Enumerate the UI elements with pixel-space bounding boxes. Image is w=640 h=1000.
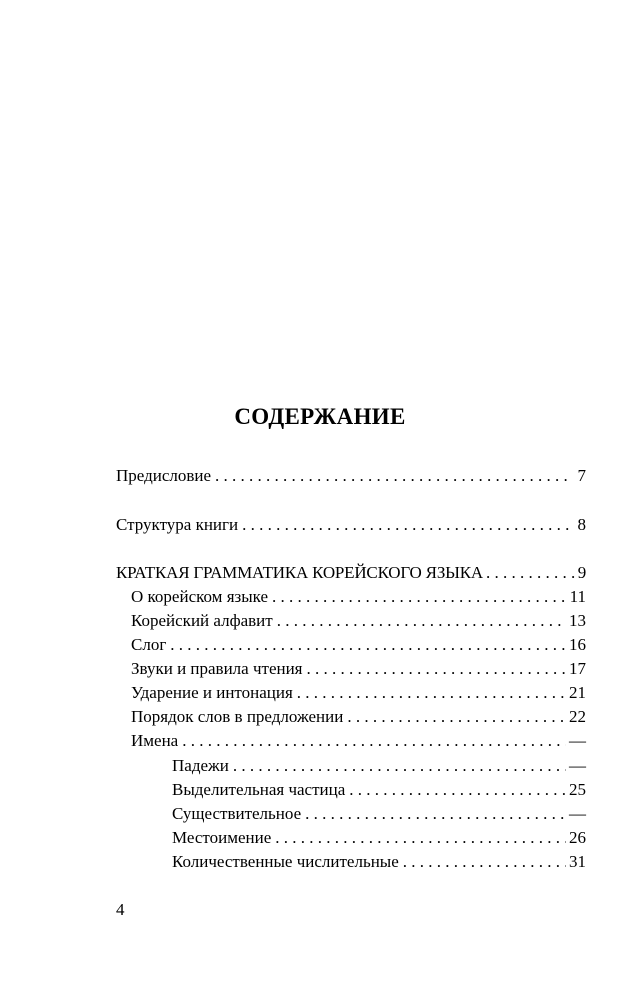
toc-entry-syllable[interactable] <box>131 635 586 655</box>
toc-entry-label: Выделительная частица <box>172 780 346 799</box>
toc-entry-page: 17 <box>569 659 586 678</box>
toc-entry-label: Ударение и интонация <box>131 683 293 702</box>
toc-entry-noun[interactable] <box>172 804 586 824</box>
toc-entry-nouns[interactable] <box>131 731 586 751</box>
toc-entry-page: 16 <box>569 635 586 654</box>
dot-leader <box>215 466 569 486</box>
toc-entry-page: 25 <box>569 780 586 799</box>
toc-entry-page: 9 <box>577 563 586 582</box>
toc-entry-page: 11 <box>569 587 586 606</box>
toc-entry-alphabet[interactable] <box>131 611 586 631</box>
dot-leader <box>403 852 566 872</box>
dot-leader <box>242 515 569 535</box>
toc-entry-label: Падежи <box>172 756 229 775</box>
toc-entry-stress[interactable] <box>131 683 586 703</box>
toc-entry-label: Местоимение <box>172 828 272 847</box>
dot-leader <box>277 611 566 631</box>
dot-leader <box>233 756 566 776</box>
toc-entry-page: 22 <box>569 707 586 726</box>
toc-entry-label: Имена <box>131 731 179 750</box>
toc-entry-label: Порядок слов в предложении <box>131 707 344 726</box>
toc-entry-about-korean[interactable] <box>131 587 586 607</box>
dot-leader <box>347 707 566 727</box>
toc-entry-label: Предисловие <box>116 466 212 485</box>
toc-entry-page: 31 <box>569 852 586 871</box>
toc-entry-pronoun[interactable] <box>172 828 586 848</box>
toc-entry-page: 7 <box>577 466 586 485</box>
dot-leader <box>307 659 566 679</box>
toc-entry-label: Существительное <box>172 804 302 823</box>
toc-entry-page: 8 <box>577 515 586 534</box>
toc-entry-book-structure[interactable] <box>116 515 586 535</box>
toc-entry-particle[interactable] <box>172 780 586 800</box>
dot-leader <box>297 683 566 703</box>
toc-entry-sounds[interactable] <box>131 659 586 679</box>
dot-leader <box>305 804 566 824</box>
toc-entry-page: — <box>569 756 586 775</box>
toc-entry-label: Слог <box>131 635 167 654</box>
dot-leader <box>170 635 566 655</box>
toc-entry-page: — <box>569 804 586 823</box>
toc-entry-label: КРАТКАЯ ГРАММАТИКА КОРЕЙСКОГО ЯЗЫКА <box>116 563 483 582</box>
dot-leader <box>486 563 576 583</box>
toc-entry-page: 13 <box>569 611 586 630</box>
toc-entry-word-order[interactable] <box>131 707 586 727</box>
dot-leader <box>275 828 566 848</box>
toc-entry-preface[interactable] <box>116 466 586 486</box>
page-number: 4 <box>116 900 125 919</box>
toc-entry-label: О корейском языке <box>131 587 269 606</box>
toc-entry-numerals[interactable] <box>172 852 586 872</box>
toc-entry-label: Структура книги <box>116 515 239 534</box>
toc-entry-cases[interactable] <box>172 756 586 776</box>
toc-entry-label: Звуки и правила чтения <box>131 659 303 678</box>
dot-leader <box>182 731 566 751</box>
toc-entry-label: Количественные числительные <box>172 852 399 871</box>
dot-leader <box>349 780 566 800</box>
page-title: СОДЕРЖАНИЕ <box>234 404 406 429</box>
toc-entry-page: 21 <box>569 683 586 702</box>
toc-entry-grammar[interactable] <box>116 563 586 583</box>
toc-entry-page: — <box>569 731 586 750</box>
toc-entry-label: Корейский алфавит <box>131 611 273 630</box>
dot-leader <box>272 587 567 607</box>
toc-entry-page: 26 <box>569 828 586 847</box>
